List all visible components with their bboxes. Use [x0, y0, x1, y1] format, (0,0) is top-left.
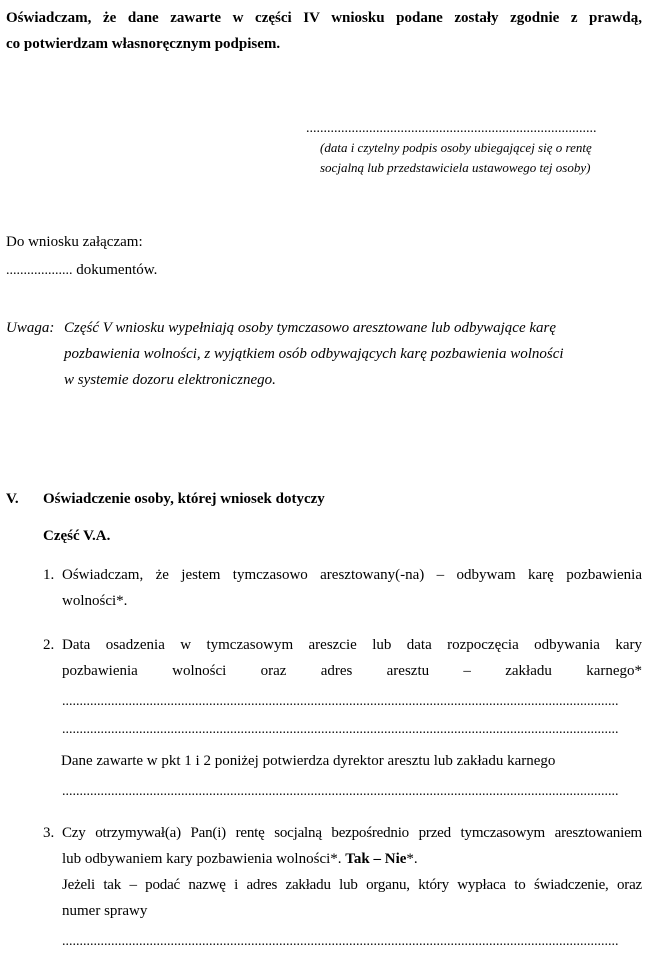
item-2-number: 2.: [43, 637, 55, 653]
note-line-3: w systemie dozoru elektronicznego.: [64, 372, 276, 388]
section-v-number: V.: [6, 491, 19, 507]
signature-caption: [320, 138, 640, 178]
item-2-line-1: Data osadzenia w tymczasowym areszcie lub data rozpoczęcia odbywania kary: [62, 637, 642, 653]
item-3-line-2: [62, 846, 418, 872]
item-3-number: 3.: [43, 825, 55, 841]
attachments-count-dots: ...................: [6, 263, 73, 278]
item-2-director-dotted-line: ...............................................................................................................................................................: [62, 784, 619, 799]
item-1-number: 1.: [43, 567, 55, 583]
item-2-confirm-text: Dane zawarte w pkt 1 i 2 poniżej potwierdza dyrektor aresztu lub zakładu karnego: [61, 753, 556, 769]
declaration-line-2: co potwierdzam własnoręcznym podpisem.: [6, 36, 281, 52]
item-3-dotted-line: ...............................................................................................................................................................: [62, 934, 619, 949]
item-2-dotted-line-1: ...............................................................................................................................................................: [62, 694, 619, 709]
declaration-line-1: Oświadczam, że dane zawarte w części IV wniosku podane zostały zgodnie z prawdą,: [6, 10, 642, 26]
item-2-line-2: pozbawienia wolności oraz adres aresztu – zakładu karnego*: [62, 663, 642, 679]
item-3-line-3: Jeżeli tak – podać nazwę i adres zakładu lub organu, który wypłaca to świadczenie, oraz: [62, 877, 642, 893]
note-text: [64, 315, 644, 393]
note-label: Uwaga:: [6, 320, 55, 336]
attachments-count-suffix: dokumentów.: [76, 262, 158, 278]
attachments-count: [6, 257, 157, 284]
section-v-title: Oświadczenie osoby, której wniosek dotyczy: [43, 491, 325, 507]
item-3-yes-no: Tak – Nie: [345, 851, 407, 867]
signature-caption-line-2: socjalną lub przedstawiciela ustawowego tej osoby): [320, 160, 591, 175]
item-3-line-4: numer sprawy: [62, 903, 148, 919]
item-3-line-2-end: *.: [406, 851, 418, 867]
note-line-2: pozbawienia wolności, z wyjątkiem osób odbywających karę pozbawienia wolności: [64, 346, 564, 362]
signature-dotted-line: ...................................................................................: [306, 121, 597, 136]
item-1-line-2: wolności*.: [62, 593, 128, 609]
item-1-line-1: Oświadczam, że jestem tymczasowo aresztowany(-na) – odbywam karę pozbawienia: [62, 567, 642, 583]
note-line-1: Część V wniosku wypełniają osoby tymczasowo aresztowane lub odbywające karę: [64, 320, 557, 336]
section-v-subtitle: Część V.A.: [43, 528, 111, 544]
item-2-dotted-line-2: ...............................................................................................................................................................: [62, 722, 619, 737]
item-3-line-1: Czy otrzymywał(a) Pan(i) rentę socjalną bezpośrednio przed tymczasowym aresztowaniem: [62, 825, 642, 841]
signature-caption-line-1: (data i czytelny podpis osoby ubiegającej się o rentę: [320, 140, 592, 155]
item-3-line-2-text: lub odbywaniem kary pozbawienia wolności*.: [62, 851, 346, 867]
attachments-heading: Do wniosku załączam:: [6, 234, 143, 250]
